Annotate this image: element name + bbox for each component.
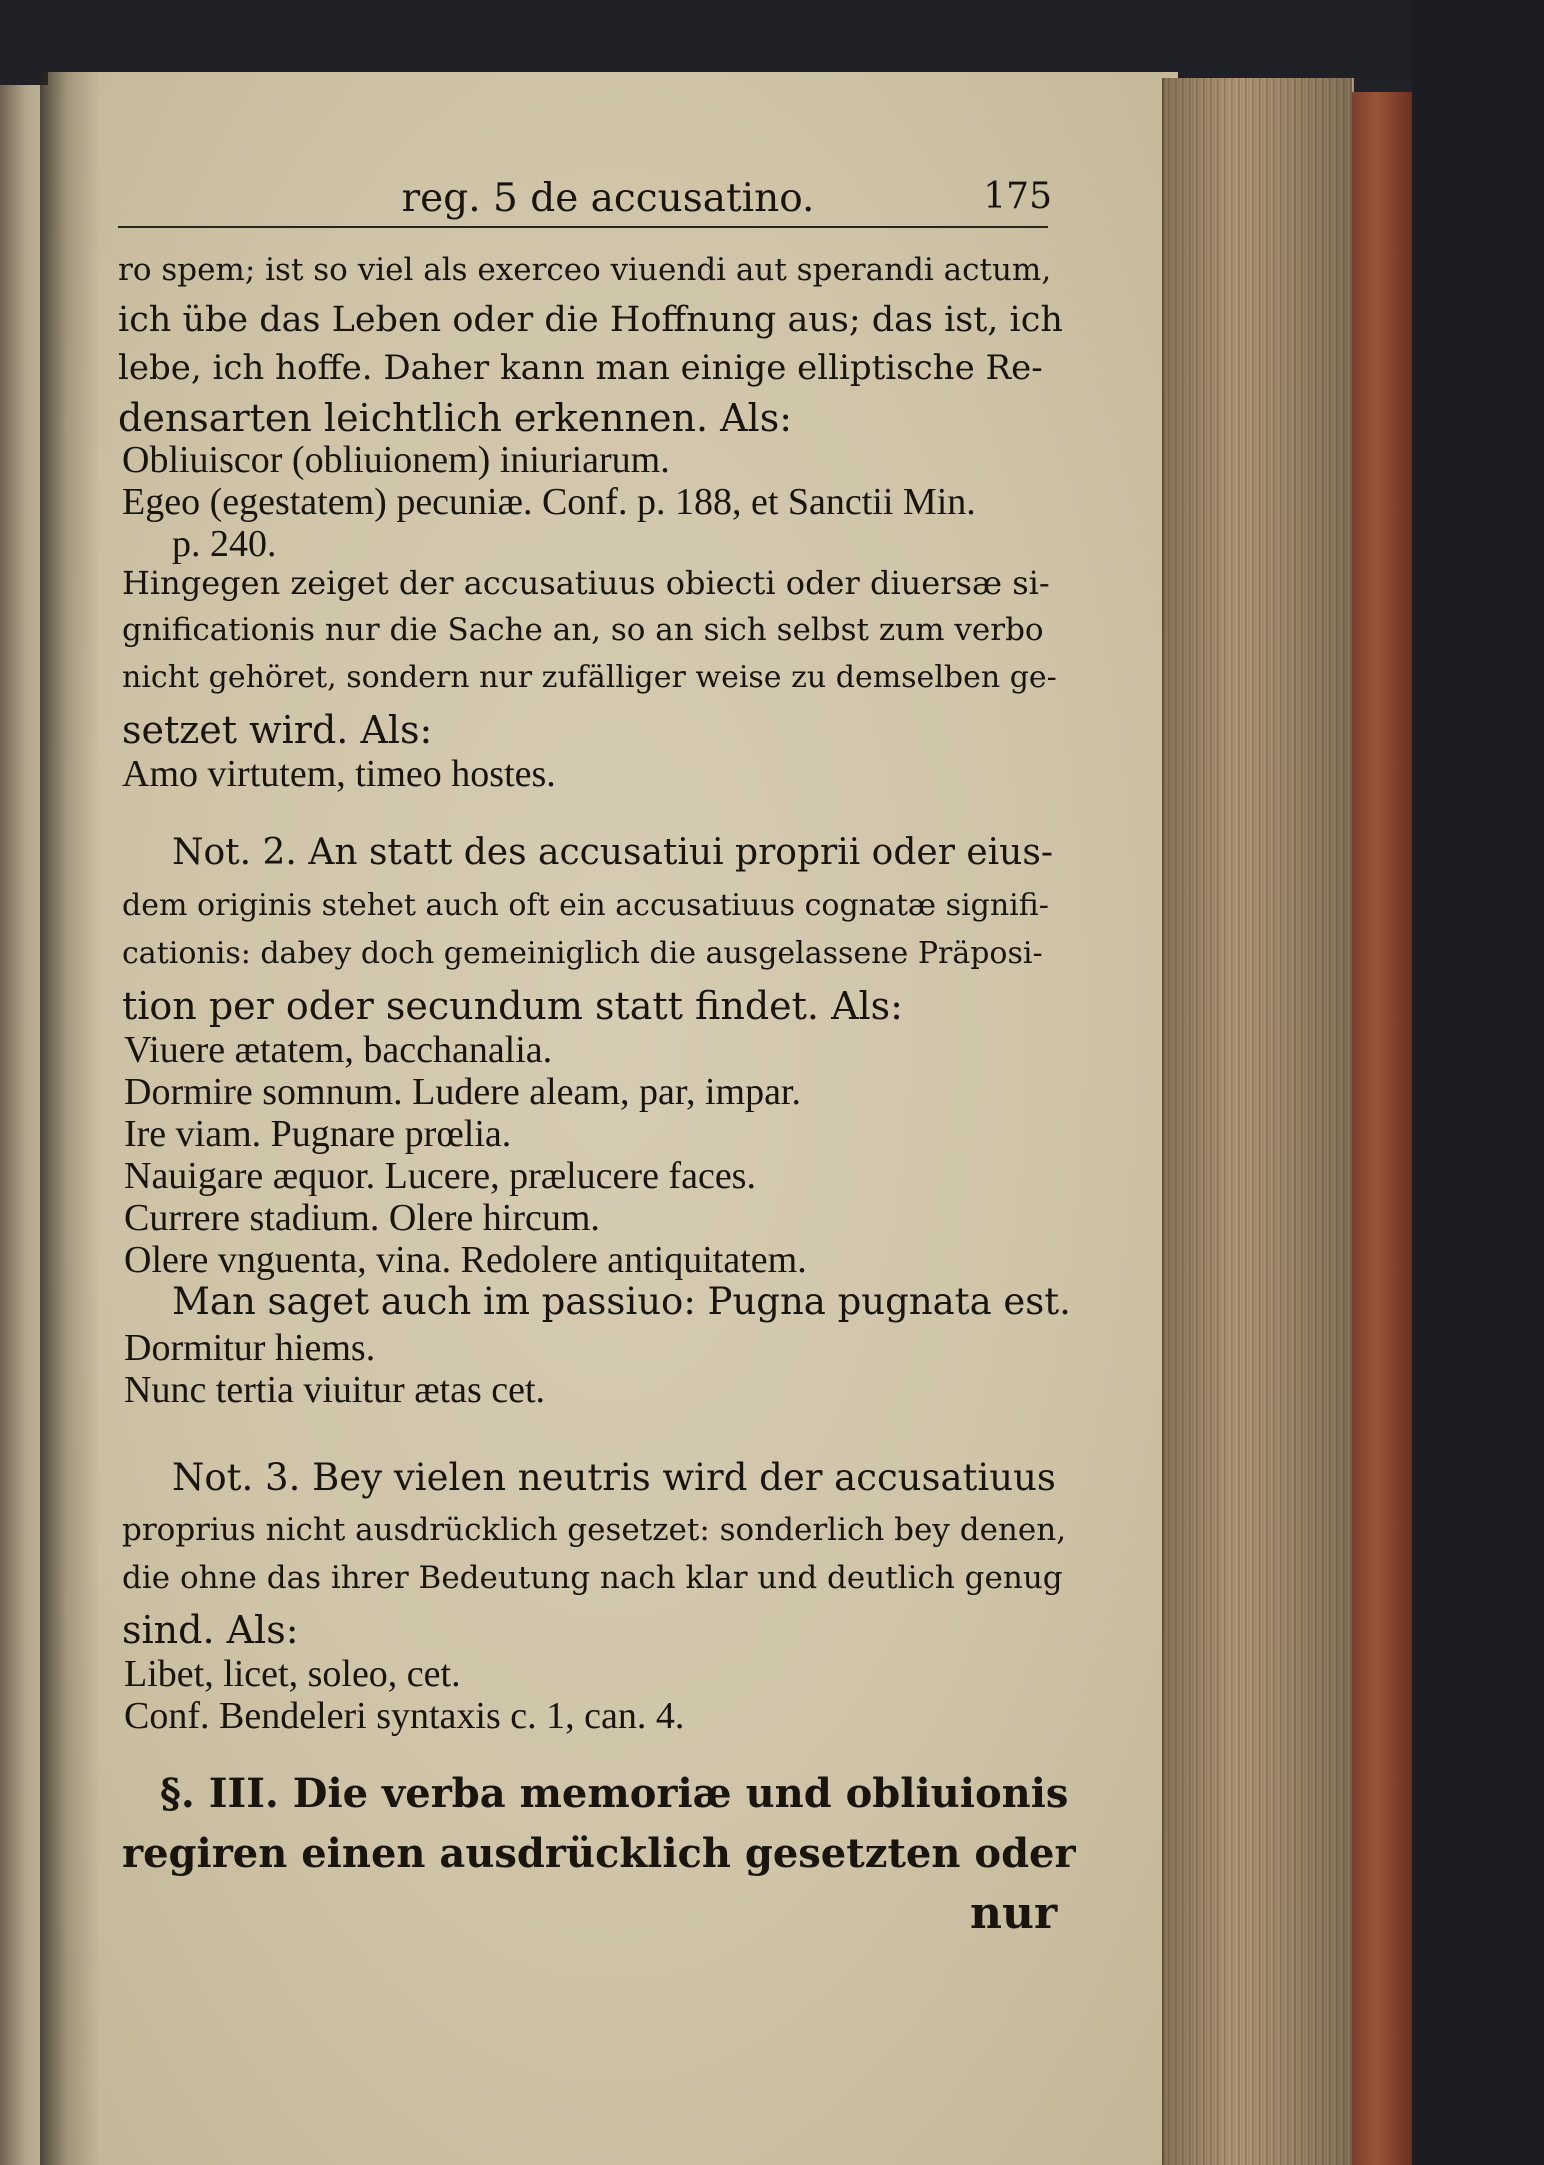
example-line-9: Libet, licet, soleo, cet. <box>124 1653 461 1695</box>
text-line-8: Hingegen zeiget der accusatiuus obiecti oder diuersæ si- <box>122 564 1050 602</box>
note-3-line-3: die ohne das ihrer Bedeutung nach klar und deutlich genug <box>122 1560 1063 1596</box>
text-line-5: Obliuiscor (obliuionem) iniuriarum. <box>122 439 670 481</box>
note-2-line-4: tion per oder secundum statt findet. Als: <box>122 984 903 1028</box>
text-line-2: ich übe das Leben oder die Hoffnung aus; das ist, ich <box>118 300 1063 340</box>
note-2-line-3: cationis: dabey doch gemeiniglich die ausgelassene Präposi- <box>122 936 1043 971</box>
note-2-line-2: dem originis stehet auch oft ein accusatiuus cognatæ signifi- <box>122 888 1049 923</box>
passive-line: Man saget auch im passiuo: Pugna pugnata est. <box>172 1280 1071 1323</box>
section-heading-line-2: regiren einen ausdrücklich gesetzten oder <box>122 1830 1076 1877</box>
text-line-6: Egeo (egestatem) pecuniæ. Conf. p. 188, et Sanctii Min. <box>122 481 976 523</box>
text-line-7: p. 240. <box>172 523 277 565</box>
running-title: reg. 5 de accusatino. <box>401 176 815 221</box>
section-heading-line-1: §. III. Die verba memoriæ und obliuionis <box>160 1770 1069 1817</box>
example-line-1: Viuere ætatem, bacchanalia. <box>124 1029 553 1071</box>
example-line-3: Ire viam. Pugnare prœlia. <box>124 1113 512 1155</box>
text-line-1: ro spem; ist so viel als exerceo viuendi aut sperandi actum, <box>118 252 1052 288</box>
example-line-6: Olere vnguenta, vina. Redolere antiquitatem. <box>124 1239 807 1281</box>
example-line-5: Currere stadium. Olere hircum. <box>124 1197 600 1239</box>
header-rule <box>118 226 1048 228</box>
text-line-11: setzet wird. Als: <box>122 708 433 752</box>
note-3-line-1: Not. 3. Bey vielen neutris wird der accusatiuus <box>172 1456 1056 1499</box>
conf-line: Conf. Bendeleri syntaxis c. 1, can. 4. <box>124 1695 685 1737</box>
example-line-2: Dormire somnum. Ludere aleam, par, impar. <box>124 1071 801 1113</box>
example-line-8: Nunc tertia viuitur ætas cet. <box>124 1369 546 1411</box>
book-cover-edge <box>1352 92 1412 2165</box>
section-heading-line-3: nur <box>970 1888 1058 1939</box>
note-3-line-2: proprius nicht ausdrücklich gesetzet: sonderlich bey denen, <box>122 1512 1067 1548</box>
top-background <box>0 0 1544 78</box>
text-line-9: gnificationis nur die Sache an, so an sich selbst zum verbo <box>122 612 1044 648</box>
note-2-line-1: Not. 2. An statt des accusatiui proprii oder eius- <box>172 832 1053 873</box>
page-number: 175 <box>983 176 1052 217</box>
text-line-3: lebe, ich hoffe. Daher kann man einige elliptische Re- <box>118 348 1043 388</box>
text-line-4: densarten leichtlich erkennen. Als: <box>118 396 793 440</box>
text-line-10: nicht gehöret, sondern nur zufälliger weise zu demselben ge- <box>122 660 1057 695</box>
page-gutter-shadow <box>40 72 100 2165</box>
text-line-12: Amo virtutem, timeo hostes. <box>122 753 556 795</box>
example-line-4: Nauigare æquor. Lucere, prælucere faces. <box>124 1155 756 1197</box>
note-3-line-4: sind. Als: <box>122 1608 299 1652</box>
right-background <box>1412 0 1544 2165</box>
example-line-7: Dormitur hiems. <box>124 1327 376 1369</box>
page-edges-shade <box>1162 78 1352 2165</box>
